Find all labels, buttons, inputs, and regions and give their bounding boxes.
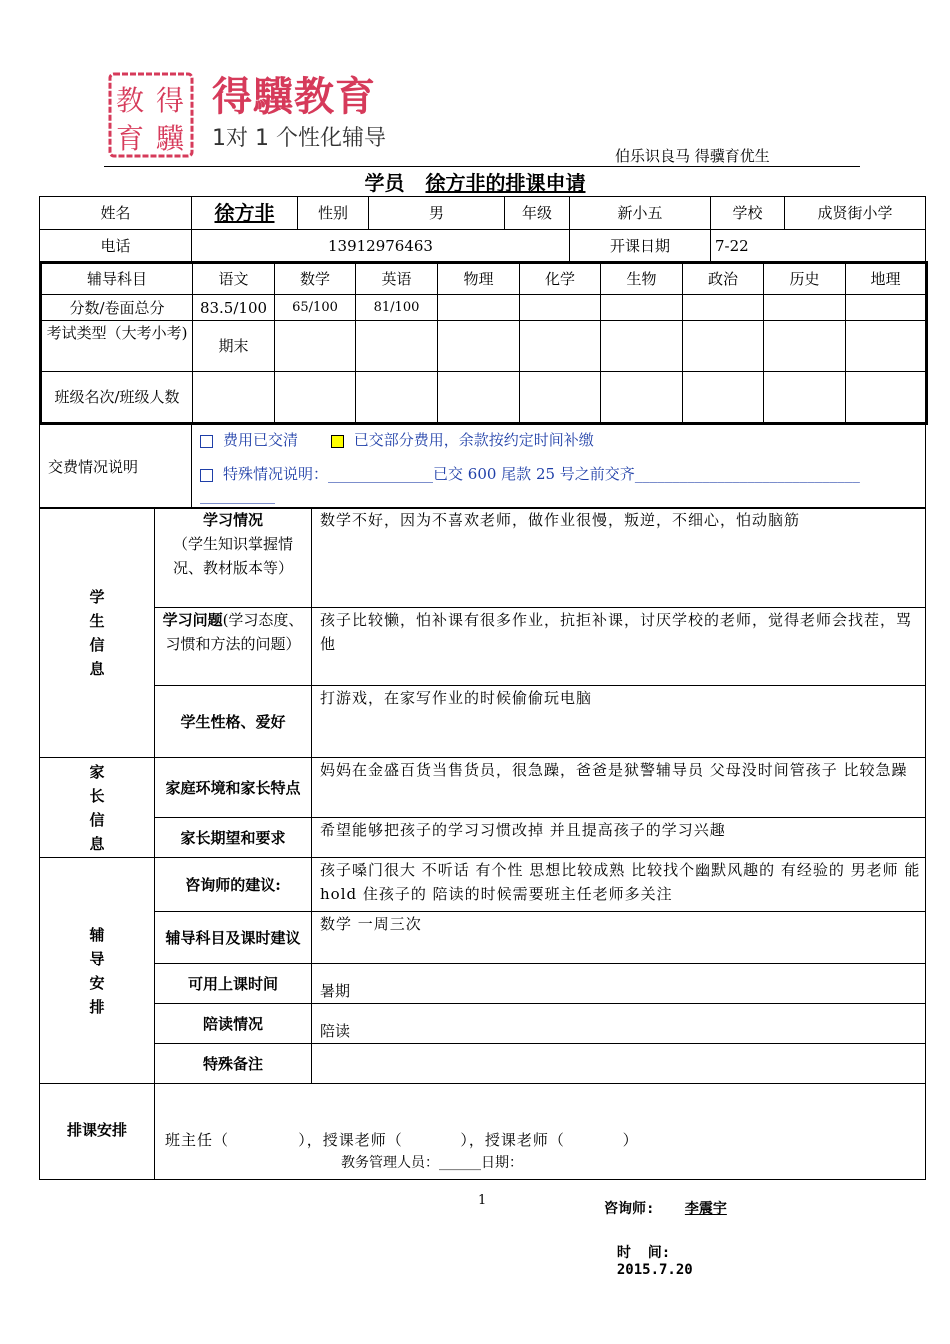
page-number: 1: [478, 1193, 487, 1208]
svg-text:得: 得: [155, 84, 185, 117]
exam-type-value: [683, 321, 764, 372]
logo-seal-icon: [108, 72, 194, 158]
gender-value: 男: [369, 197, 505, 230]
fee-line-2: [200, 461, 917, 487]
accompany-label: 陪读情况: [155, 1004, 312, 1044]
personality-value: 打游戏，在家写作业的时候偷偷玩电脑: [312, 686, 926, 758]
available-time-value: 暑期: [312, 964, 926, 1004]
basic-info-table: [39, 196, 926, 262]
exam-type-value: [356, 321, 438, 372]
fee-blank: __________: [200, 486, 275, 504]
start-date-value: 7-22: [711, 230, 926, 262]
study-label-cell: [155, 508, 312, 608]
plan-group-label: [40, 858, 155, 1084]
fee-blank: ______________________________: [634, 465, 860, 483]
checkbox-paid-full[interactable]: [200, 435, 213, 448]
personality-label: 学生性格、爱好: [155, 686, 312, 758]
date-label: 日期：: [481, 1155, 523, 1171]
fee-blank: ______________: [328, 465, 434, 483]
svg-text:教: 教: [115, 84, 145, 117]
time-label: 时 间:: [616, 1245, 671, 1261]
checkbox-special[interactable]: [200, 469, 213, 482]
advice-label: 咨询师的建议:: [155, 858, 312, 912]
subject-name: 数学: [275, 263, 356, 295]
problem-value: 孩子比较懒，怕补课有很多作业，抗拒补课，讨厌学校的老师，觉得老师会找茬，骂他: [312, 608, 926, 686]
exam-type-label: 考试类型（大考小考): [41, 321, 193, 372]
special-note-value: [312, 1044, 926, 1084]
score-value: [601, 295, 683, 321]
subject-name: 英语: [356, 263, 438, 295]
schedule-line-1: 班主任（ ），授课老师（ ），授课老师（ ）: [165, 1131, 639, 1149]
subject-advice-value: 数学 一周三次: [312, 912, 926, 964]
fee-option-paid-partial: 已交部分费用，余款按约定时间补缴: [353, 431, 594, 449]
subject-name: 历史: [764, 263, 846, 295]
details-table: [39, 507, 926, 1180]
name-label: 姓名: [40, 197, 192, 230]
available-time-label: 可用上课时间: [155, 964, 312, 1004]
score-value: [438, 295, 520, 321]
study-sub: （学生知识掌握情况、教材版本等）: [172, 535, 293, 577]
exam-type-value: 期末: [193, 321, 275, 372]
advice-value: 孩子嗓门很大 不听话 有个性 思想比较成熟 比较找个幽默风趣的 有经验的 男老师 能 hold 住孩子的 陪读的时候需要班主任老师多关注: [312, 858, 926, 912]
fee-line-1: [200, 427, 917, 453]
study-value: 数学不好，因为不喜欢老师，做作业很慢，叛逆，不细心，怕动脑筋: [312, 508, 926, 608]
time-value: 2015.7.20: [616, 1262, 693, 1278]
schedule-cell: [155, 1084, 926, 1180]
brand-name: 得驥教育: [212, 74, 376, 120]
fee-option-paid-full: 费用已交清: [223, 431, 299, 449]
svg-text:育: 育: [115, 122, 145, 155]
consultant-line: [604, 1198, 733, 1218]
exam-type-value: [764, 321, 846, 372]
start-date-label: 开课日期: [570, 230, 711, 262]
schedule-line-2: [165, 1152, 921, 1174]
plan-group-text: 辅导安排: [89, 925, 105, 1016]
score-value: [520, 295, 601, 321]
score-value: 81/100: [356, 295, 438, 321]
student-group-label: [40, 508, 155, 758]
subject-advice-label: 辅导科目及课时建议: [155, 912, 312, 964]
subject-name: 物理: [438, 263, 520, 295]
problem-label: 学习问题: [162, 611, 223, 629]
subject-name: 化学: [520, 263, 601, 295]
phone-value: 13912976463: [192, 230, 570, 262]
name-value: 徐方非: [192, 197, 298, 230]
accompany-value: 陪读: [312, 1004, 926, 1044]
checkbox-paid-partial[interactable]: [331, 435, 344, 448]
fee-options: [192, 425, 926, 509]
subject-name: 生物: [601, 263, 683, 295]
title-main: 徐方非的排课申请: [425, 171, 586, 195]
subjects-table: [39, 261, 928, 425]
time-line: [600, 1226, 693, 1278]
subject-name: 语文: [193, 263, 275, 295]
exam-type-value: [275, 321, 356, 372]
gender-label: 性别: [298, 197, 369, 230]
parent-expect-value: 希望能够把孩子的学习习惯改掉 并且提高孩子的学习兴趣: [312, 818, 926, 858]
fee-special-label: 特殊情况说明：: [223, 465, 329, 483]
score-value: [683, 295, 764, 321]
grade-label: 年级: [505, 197, 570, 230]
title-prefix: 学员: [364, 171, 405, 195]
exam-type-value: [601, 321, 683, 372]
motto: 伯乐识良马 得骥育优生: [615, 147, 770, 165]
study-label: 学习情况: [202, 511, 263, 529]
school-value: 成贤街小学: [785, 197, 926, 230]
parent-group-text: 家长信息: [89, 762, 105, 853]
family-env-label: 家庭环境和家长特点: [155, 758, 312, 818]
score-value: 83.5/100: [193, 295, 275, 321]
score-value: 65/100: [275, 295, 356, 321]
phone-label: 电话: [40, 230, 192, 262]
page-title: [0, 169, 950, 197]
fee-special-text: 已交 600 尾款 25 号之前交齐: [433, 465, 635, 483]
special-note-label: 特殊备注: [155, 1044, 312, 1084]
admin-label: 教务管理人员：: [341, 1155, 439, 1171]
class-rank-label: 班级名次/班级人数: [41, 372, 193, 424]
exam-type-value: [520, 321, 601, 372]
logo: [108, 72, 408, 160]
subjects-header-label: 辅导科目: [41, 263, 193, 295]
score-value: [764, 295, 846, 321]
problem-label-cell: [155, 608, 312, 686]
subject-name: 地理: [846, 263, 927, 295]
admin-blank: ______: [439, 1155, 481, 1171]
school-label: 学校: [711, 197, 785, 230]
exam-type-value: [438, 321, 520, 372]
fee-label: 交费情况说明: [40, 425, 192, 509]
score-value: [846, 295, 927, 321]
grade-value: 新小五: [570, 197, 711, 230]
consultant-label: 咨询师:: [604, 1201, 655, 1217]
header-rule: [104, 166, 860, 167]
family-env-value: 妈妈在金盛百货当售货员，很急躁，爸爸是狱警辅导员 父母没时间管孩子 比较急躁: [312, 758, 926, 818]
problem-sub: (学习态度、习惯和方法的问题）: [165, 611, 304, 653]
score-label: 分数/卷面总分: [41, 295, 193, 321]
subject-name: 政治: [683, 263, 764, 295]
parent-expect-label: 家长期望和要求: [155, 818, 312, 858]
brand-tagline: 1对 1 个性化辅导: [212, 126, 386, 151]
schedule-label: 排课安排: [40, 1084, 155, 1180]
parent-group-label: [40, 758, 155, 858]
svg-text:驥: 驥: [155, 122, 185, 155]
fee-table: [39, 424, 926, 509]
consultant-name: 李震宇: [684, 1201, 727, 1217]
student-group-text: 学生信息: [89, 587, 105, 678]
exam-type-value: [846, 321, 927, 372]
